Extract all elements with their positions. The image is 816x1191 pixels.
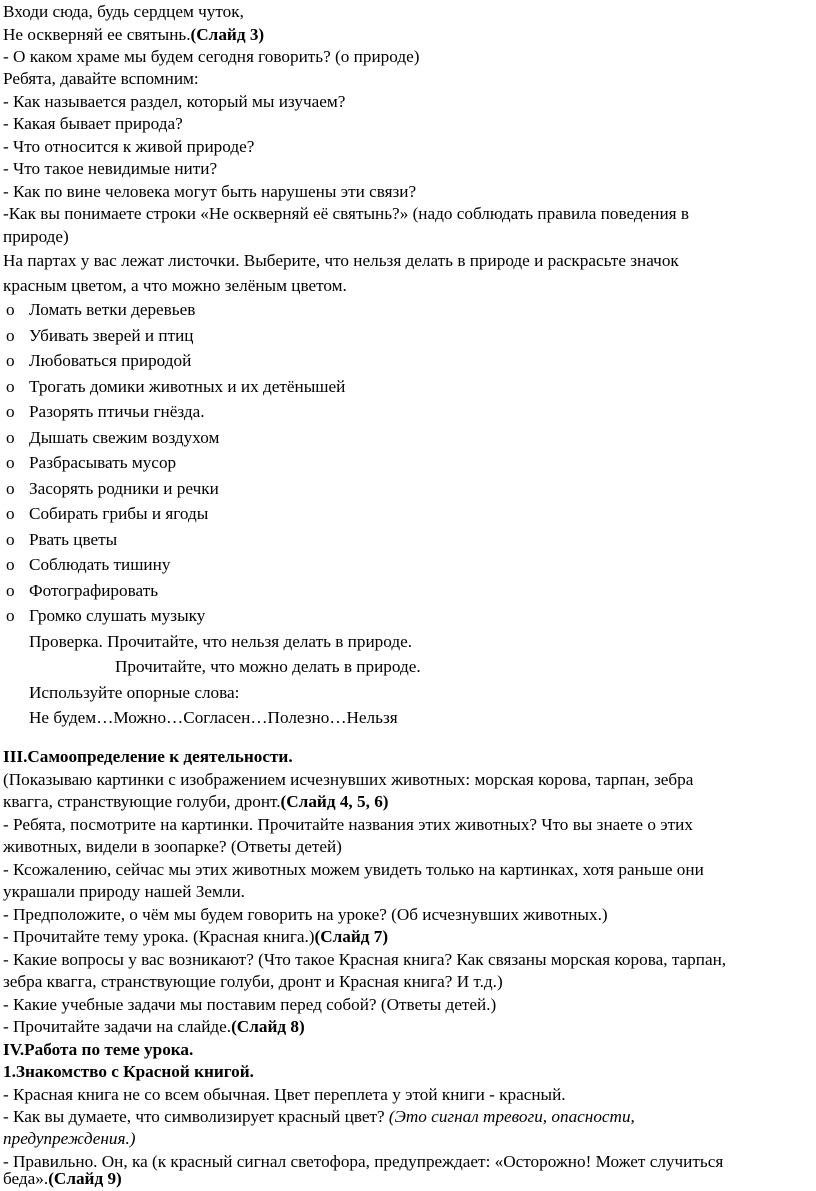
paragraph-line: - Правильно. Он, ка (к красный сигнал светофора, предупреждает: «Осторожно! Может случиться [3,1152,724,1171]
paragraph-line: - Красная книга не со всем обычная. Цвет переплета у этой книги - красный. [3,1085,566,1104]
paragraph-line: беда».(Слайд 9) [3,1169,122,1188]
text-line: природе) [3,227,69,246]
slide-ref: (Слайд 9) [48,1169,122,1188]
bullet-marker: o [6,428,15,447]
bullet-marker: o [6,504,15,523]
slide-ref: (Слайд 8) [231,1017,305,1036]
paragraph-line: (Показываю картинки с изображением исчезнувших животных: морская корова, тарпан, зебра [3,770,694,789]
paragraph-line: - Ксожалению, сейчас мы этих животных можем увидеть только на картинках, хотя раньше они [3,860,704,879]
slide-ref: (Слайд 7) [314,927,389,946]
bullet-marker: o [6,300,15,319]
paragraph-line: животных, видели в зоопарке? (Ответы детей) [3,837,342,856]
question-line: - Что такое невидимые нити? [3,159,218,178]
paragraph-line: - Как вы думаете, что символизирует красный цвет? (Это сигнал тревоги, опасности, [3,1107,635,1126]
section-heading: III.Самоопределение к деятельности. [3,747,293,766]
subsection-heading: 1.Знакомство с Красной книгой. [3,1062,254,1081]
bullet-marker: o [6,555,15,574]
italic-answer: (Это сигнал тревоги, опасности, [388,1107,635,1126]
poem-line-2: Не оскверняй ее святынь.(Слайд 3) [3,25,265,44]
paragraph-line: - Ребята, посмотрите на картинки. Прочитайте названия этих животных? Что вы знаете о этих [3,815,693,834]
bullet-marker: o [6,530,15,549]
text-line: Ребята, давайте вспомним: [3,69,199,88]
question-line: - О каком храме мы будем сегодня говорить? (о природе) [3,47,420,66]
paragraph-line: украшали природу нашей Земли. [3,882,245,901]
paragraph-line: - Какие вопросы у вас возникают? (Что такое Красная книга? Как связаны морская корова, тарпан, [3,950,727,969]
bullet-marker: o [6,606,15,625]
check-line: Прочитайте, что можно делать в природе. [115,657,421,676]
check-line: Проверка. Прочитайте, что нельзя делать в природе. [29,632,413,651]
check-line: Используйте опорные слова: [29,683,240,702]
question-line: - Как называется раздел, который мы изучаем? [3,92,346,111]
paragraph-line: - Какие учебные задачи мы поставим перед собой? (Ответы детей.) [3,995,497,1014]
poem-line-1: Входи сюда, будь сердцем чуток, [3,2,244,21]
bullet-marker: o [6,402,15,421]
keywords-line: Не будем…Можно…Согласен…Полезно…Нельзя [29,708,398,727]
bullet-marker: o [6,351,15,370]
bullet-marker: o [6,377,15,396]
question-line: - Как по вине человека могут быть нарушены эти связи? [3,182,417,201]
paragraph-line: квагга, странствующие голуби, дронт.(Слайд 4, 5, 6) [3,792,389,811]
slide-ref: (Слайд 4, 5, 6) [280,792,389,811]
italic-answer: предупреждения.) [3,1129,136,1148]
paragraph-line: - Предположите, о чём мы будем говорить на уроке? (Об исчезнувших животных.) [3,905,608,924]
question-line: - Какая бывает природа? [3,114,183,133]
question-line: -Как вы понимаете строки «Не оскверняй её святынь?» (надо соблюдать правила поведения в [3,204,689,223]
text-line: На партах у вас лежат листочки. Выберите, что нельзя делать в природе и раскрасьте значок [3,251,679,270]
text-line: красным цветом, а что можно зелёным цветом. [3,276,347,295]
question-line: - Что относится к живой природе? [3,137,255,156]
bullet-marker: o [6,581,15,600]
paragraph-line: - Прочитайте задачи на слайде.(Слайд 8) [3,1017,305,1036]
section-heading: IV.Работа по теме урока. [3,1040,194,1059]
bullet-marker: o [6,326,15,345]
paragraph-line: зебра квагга, странствующие голуби, дронт и Красная книга? И т.д.) [3,972,503,991]
paragraph-line: - Прочитайте тему урока. (Красная книга.)(Слайд 7) [3,927,389,946]
slide-ref: (Слайд 3) [190,25,265,44]
bullet-marker: o [6,453,15,472]
bullet-marker: o [6,479,15,498]
